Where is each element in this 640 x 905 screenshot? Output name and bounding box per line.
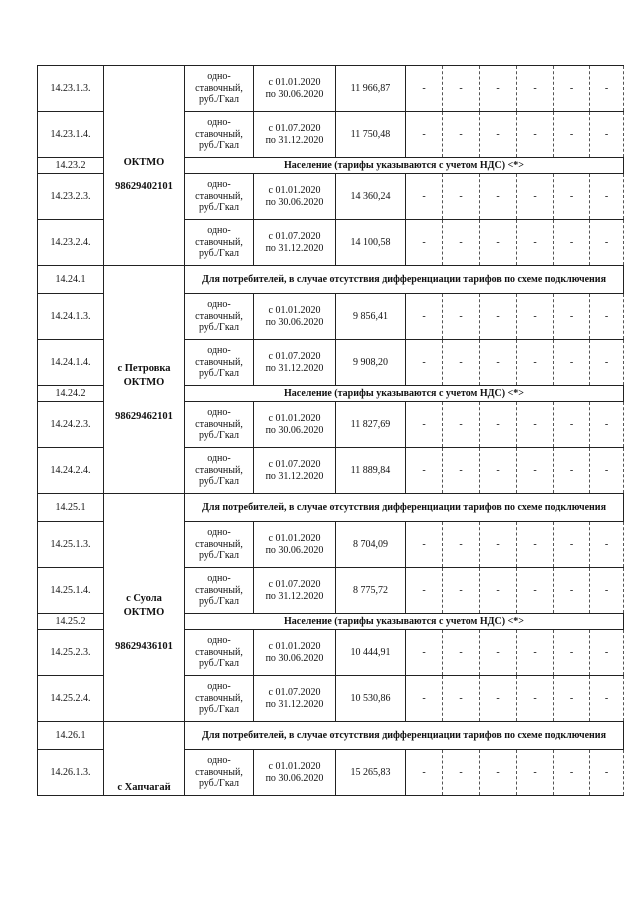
rate-type: одно- ставочный, руб./Гкал bbox=[185, 66, 254, 112]
empty-cell: - bbox=[517, 66, 554, 112]
empty-cell: - bbox=[590, 522, 624, 568]
empty-cell: - bbox=[443, 402, 480, 448]
oktmo-label: ОКТМО bbox=[123, 157, 165, 168]
empty-cell: - bbox=[517, 448, 554, 494]
empty-cell: - bbox=[406, 340, 443, 386]
empty-cell: - bbox=[406, 174, 443, 220]
empty-cell: - bbox=[590, 568, 624, 614]
empty-cell: - bbox=[517, 522, 554, 568]
tariff-table bbox=[37, 65, 624, 796]
row-code: 14.23.2 bbox=[38, 158, 104, 174]
empty-cell: - bbox=[406, 630, 443, 676]
empty-cell: - bbox=[590, 402, 624, 448]
tariff-value: 10 444,91 bbox=[336, 630, 406, 676]
tariff-value: 11 750,48 bbox=[336, 112, 406, 158]
empty-cell: - bbox=[443, 340, 480, 386]
rate-type: одно- ставочный, руб./Гкал bbox=[185, 340, 254, 386]
period: с 01.07.2020 по 31.12.2020 bbox=[254, 340, 336, 386]
row-code: 14.24.1 bbox=[38, 266, 104, 294]
empty-cell: - bbox=[554, 174, 590, 220]
empty-cell: - bbox=[480, 676, 517, 722]
empty-cell: - bbox=[590, 174, 624, 220]
tariff-value: 11 966,87 bbox=[336, 66, 406, 112]
empty-cell: - bbox=[480, 568, 517, 614]
empty-cell: - bbox=[443, 66, 480, 112]
row-code: 14.25.1.4. bbox=[38, 568, 104, 614]
row-code: 14.24.1.3. bbox=[38, 294, 104, 340]
empty-cell: - bbox=[480, 522, 517, 568]
row-code: 14.23.2.3. bbox=[38, 174, 104, 220]
tariff-value: 14 360,24 bbox=[336, 174, 406, 220]
location-cell bbox=[104, 66, 185, 266]
section-header: Население (тарифы указываются с учетом НДС) <*> bbox=[185, 614, 624, 630]
empty-cell: - bbox=[406, 448, 443, 494]
row-code: 14.24.1.4. bbox=[38, 340, 104, 386]
empty-cell: - bbox=[406, 522, 443, 568]
tariff-value: 15 265,83 bbox=[336, 750, 406, 796]
empty-cell: - bbox=[517, 676, 554, 722]
empty-cell: - bbox=[517, 112, 554, 158]
empty-cell: - bbox=[554, 66, 590, 112]
empty-cell: - bbox=[480, 448, 517, 494]
empty-cell: - bbox=[406, 66, 443, 112]
empty-cell: - bbox=[406, 568, 443, 614]
row-code: 14.25.2.3. bbox=[38, 630, 104, 676]
rate-type: одно- ставочный, руб./Гкал bbox=[185, 630, 254, 676]
period: с 01.07.2020 по 31.12.2020 bbox=[254, 568, 336, 614]
empty-cell: - bbox=[554, 750, 590, 796]
empty-cell: - bbox=[554, 340, 590, 386]
tariff-value: 11 889,84 bbox=[336, 448, 406, 494]
period: с 01.01.2020 по 30.06.2020 bbox=[254, 522, 336, 568]
row-code: 14.26.1.3. bbox=[38, 750, 104, 796]
row-code: 14.23.1.4. bbox=[38, 112, 104, 158]
location-cell bbox=[104, 266, 185, 494]
section-header: Население (тарифы указываются с учетом НДС) <*> bbox=[185, 158, 624, 174]
tariff-value: 14 100,58 bbox=[336, 220, 406, 266]
empty-cell: - bbox=[554, 676, 590, 722]
empty-cell: - bbox=[590, 340, 624, 386]
empty-cell: - bbox=[590, 750, 624, 796]
empty-cell: - bbox=[443, 676, 480, 722]
empty-cell: - bbox=[554, 220, 590, 266]
tariff-value: 11 827,69 bbox=[336, 402, 406, 448]
period: с 01.01.2020 по 30.06.2020 bbox=[254, 630, 336, 676]
row-code: 14.24.2.3. bbox=[38, 402, 104, 448]
empty-cell: - bbox=[590, 676, 624, 722]
empty-cell: - bbox=[517, 340, 554, 386]
rate-type: одно- ставочный, руб./Гкал bbox=[185, 568, 254, 614]
row-code: 14.25.2 bbox=[38, 614, 104, 630]
rate-type: одно- ставочный, руб./Гкал bbox=[185, 174, 254, 220]
empty-cell: - bbox=[554, 630, 590, 676]
tariff-value: 9 856,41 bbox=[336, 294, 406, 340]
rate-type: одно- ставочный, руб./Гкал bbox=[185, 220, 254, 266]
row-code: 14.25.1 bbox=[38, 494, 104, 522]
row-code: 14.24.2 bbox=[38, 386, 104, 402]
location-name: с Хапчагай bbox=[117, 782, 171, 793]
location-name: с Суола bbox=[126, 593, 162, 604]
row-code: 14.23.1.3. bbox=[38, 66, 104, 112]
empty-cell: - bbox=[480, 174, 517, 220]
empty-cell: - bbox=[480, 750, 517, 796]
period: с 01.01.2020 по 30.06.2020 bbox=[254, 174, 336, 220]
empty-cell: - bbox=[480, 402, 517, 448]
empty-cell: - bbox=[554, 294, 590, 340]
location-name: с Петровка bbox=[117, 363, 171, 374]
empty-cell: - bbox=[517, 630, 554, 676]
section-header: Для потребителей, в случае отсутствия дифференциации тарифов по схеме подключения bbox=[185, 266, 624, 294]
empty-cell: - bbox=[406, 220, 443, 266]
period: с 01.01.2020 по 30.06.2020 bbox=[254, 294, 336, 340]
empty-cell: - bbox=[443, 112, 480, 158]
section-header: Для потребителей, в случае отсутствия дифференциации тарифов по схеме подключения bbox=[185, 494, 624, 522]
empty-cell: - bbox=[517, 750, 554, 796]
tariff-value: 10 530,86 bbox=[336, 676, 406, 722]
empty-cell: - bbox=[517, 402, 554, 448]
location-cell bbox=[104, 494, 185, 722]
empty-cell: - bbox=[554, 448, 590, 494]
empty-cell: - bbox=[480, 220, 517, 266]
table-row bbox=[38, 722, 624, 750]
empty-cell: - bbox=[406, 112, 443, 158]
empty-cell: - bbox=[480, 630, 517, 676]
oktmo-code: 98629436101 bbox=[115, 641, 173, 652]
empty-cell: - bbox=[480, 294, 517, 340]
rate-type: одно- ставочный, руб./Гкал bbox=[185, 112, 254, 158]
location-cell bbox=[104, 722, 185, 796]
empty-cell: - bbox=[480, 340, 517, 386]
period: с 01.01.2020 по 30.06.2020 bbox=[254, 66, 336, 112]
row-code: 14.25.2.4. bbox=[38, 676, 104, 722]
empty-cell: - bbox=[443, 568, 480, 614]
empty-cell: - bbox=[554, 568, 590, 614]
empty-cell: - bbox=[554, 112, 590, 158]
empty-cell: - bbox=[554, 402, 590, 448]
period: с 01.07.2020 по 31.12.2020 bbox=[254, 676, 336, 722]
empty-cell: - bbox=[517, 174, 554, 220]
oktmo-label: ОКТМО bbox=[123, 607, 165, 618]
empty-cell: - bbox=[443, 174, 480, 220]
empty-cell: - bbox=[590, 294, 624, 340]
empty-cell: - bbox=[590, 66, 624, 112]
empty-cell: - bbox=[443, 294, 480, 340]
oktmo-label: ОКТМО bbox=[123, 377, 165, 388]
rate-type: одно- ставочный, руб./Гкал bbox=[185, 448, 254, 494]
row-code: 14.24.2.4. bbox=[38, 448, 104, 494]
rate-type: одно- ставочный, руб./Гкал bbox=[185, 402, 254, 448]
oktmo-code: 98629462101 bbox=[115, 411, 173, 422]
empty-cell: - bbox=[406, 294, 443, 340]
oktmo-code: 98629402101 bbox=[115, 181, 173, 192]
empty-cell: - bbox=[590, 448, 624, 494]
period: с 01.01.2020 по 30.06.2020 bbox=[254, 750, 336, 796]
empty-cell: - bbox=[443, 522, 480, 568]
empty-cell: - bbox=[590, 112, 624, 158]
empty-cell: - bbox=[406, 402, 443, 448]
row-code: 14.23.2.4. bbox=[38, 220, 104, 266]
empty-cell: - bbox=[443, 448, 480, 494]
tariff-value: 8 704,09 bbox=[336, 522, 406, 568]
rate-type: одно- ставочный, руб./Гкал bbox=[185, 294, 254, 340]
table-row bbox=[38, 266, 624, 294]
empty-cell: - bbox=[590, 630, 624, 676]
empty-cell: - bbox=[517, 220, 554, 266]
empty-cell: - bbox=[443, 220, 480, 266]
table-row bbox=[38, 494, 624, 522]
period: с 01.01.2020 по 30.06.2020 bbox=[254, 402, 336, 448]
empty-cell: - bbox=[406, 676, 443, 722]
rate-type: одно- ставочный, руб./Гкал bbox=[185, 750, 254, 796]
empty-cell: - bbox=[480, 112, 517, 158]
rate-type: одно- ставочный, руб./Гкал bbox=[185, 522, 254, 568]
section-header: Население (тарифы указываются с учетом НДС) <*> bbox=[185, 386, 624, 402]
tariff-value: 8 775,72 bbox=[336, 568, 406, 614]
table-row bbox=[38, 66, 624, 112]
period: с 01.07.2020 по 31.12.2020 bbox=[254, 220, 336, 266]
rate-type: одно- ставочный, руб./Гкал bbox=[185, 676, 254, 722]
empty-cell: - bbox=[554, 522, 590, 568]
row-code: 14.25.1.3. bbox=[38, 522, 104, 568]
row-code: 14.26.1 bbox=[38, 722, 104, 750]
empty-cell: - bbox=[443, 630, 480, 676]
empty-cell: - bbox=[480, 66, 517, 112]
empty-cell: - bbox=[517, 568, 554, 614]
empty-cell: - bbox=[517, 294, 554, 340]
empty-cell: - bbox=[406, 750, 443, 796]
period: с 01.07.2020 по 31.12.2020 bbox=[254, 448, 336, 494]
tariff-value: 9 908,20 bbox=[336, 340, 406, 386]
period: с 01.07.2020 по 31.12.2020 bbox=[254, 112, 336, 158]
empty-cell: - bbox=[443, 750, 480, 796]
section-header: Для потребителей, в случае отсутствия дифференциации тарифов по схеме подключения bbox=[185, 722, 624, 750]
empty-cell: - bbox=[590, 220, 624, 266]
